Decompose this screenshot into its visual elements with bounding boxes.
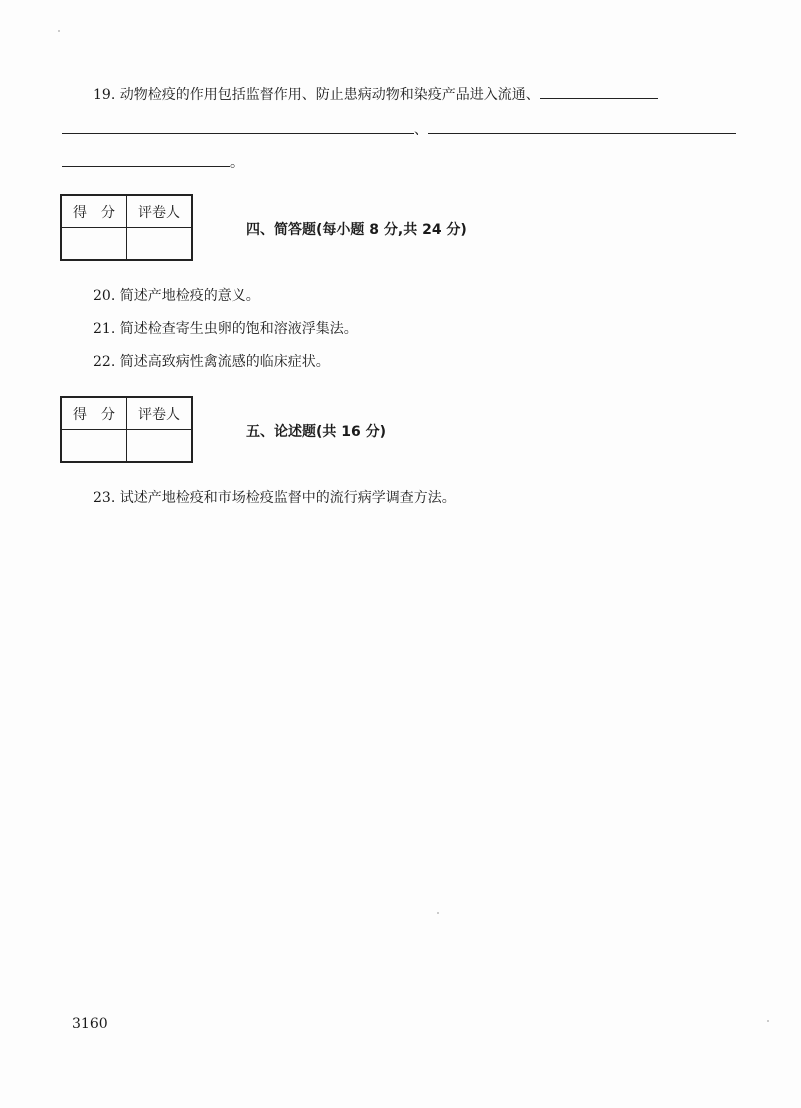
grader-label: 评卷人 xyxy=(127,195,193,228)
score-label: 得 分 xyxy=(61,397,127,430)
question-19-continued xyxy=(62,121,736,139)
question-19-text: 19. 动物检疫的作用包括监督作用、防止患病动物和染疫产品进入流通、 xyxy=(93,87,540,103)
grader-cell xyxy=(127,430,193,463)
scan-speck xyxy=(58,30,60,32)
answer-blank-4 xyxy=(62,154,230,167)
question-19-end xyxy=(62,154,244,172)
page-code: 3160 xyxy=(72,1016,108,1032)
scan-speck xyxy=(437,912,439,914)
question-20: 20. 简述产地检疫的意义。 xyxy=(93,288,260,304)
answer-blank-1 xyxy=(540,86,658,99)
grader-label: 评卷人 xyxy=(127,397,193,430)
score-cell xyxy=(61,228,127,261)
period-mark: 。 xyxy=(230,155,244,171)
separator-mark: 、 xyxy=(414,122,428,138)
question-22: 22. 简述高致病性禽流感的临床症状。 xyxy=(93,354,330,370)
section-5-title: 五、论述题(共 16 分) xyxy=(246,424,387,440)
question-19 xyxy=(93,86,658,104)
answer-blank-2 xyxy=(62,121,414,134)
score-box-section-4 xyxy=(60,194,193,261)
score-cell xyxy=(61,430,127,463)
grader-cell xyxy=(127,228,193,261)
score-label: 得 分 xyxy=(61,195,127,228)
question-23: 23. 试述产地检疫和市场检疫监督中的流行病学调查方法。 xyxy=(93,490,456,506)
answer-blank-3 xyxy=(428,121,736,134)
score-box-section-5 xyxy=(60,396,193,463)
scan-speck xyxy=(767,1020,769,1022)
section-4-title: 四、简答题(每小题 8 分,共 24 分) xyxy=(246,222,467,238)
question-21: 21. 简述检查寄生虫卵的饱和溶液浮集法。 xyxy=(93,321,358,337)
